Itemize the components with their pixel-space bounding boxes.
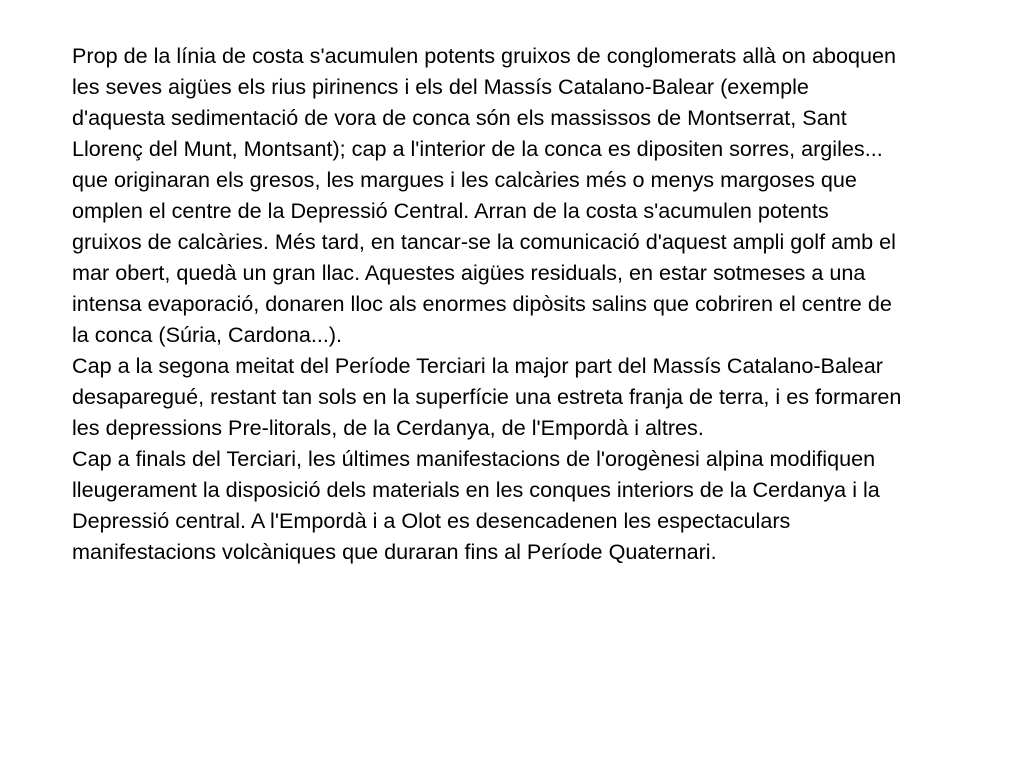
paragraph-second-half-tertiary: Cap a la segona meitat del Període Terciari la major part del Massís Catalano-Balear desaparegué, restant tan sols en la superfície una estreta franja de terra, i es formaren les depressions Pre-litorals, de la Cerdanya, de l'Empordà i altres. <box>72 353 902 440</box>
paragraph-end-tertiary: Cap a finals del Terciari, les últimes manifestacions de l'orogènesi alpina modifiquen lleugerament la disposició dels materials en les conques interiors de la Cerdanya i la Depressió central. A l'Empordà i a Olot es desencadenen les espectaculars manifestacions volcàniques que duraran fins al Període Quaternari. <box>72 446 880 564</box>
paragraph-sedimentation: Prop de la línia de costa s'acumulen potents gruixos de conglomerats allà on aboquen les seves aigües els rius pirinencs i els del Massís Catalano-Balear (exemple d'aquesta sedimentació de vora de conca són els massissos de Montserrat, Sant Llorenç del Munt, Montsant); cap a l'interior de la conca es dipositen sorres, argiles... que originaran els gresos, les margues i les calcàries més o menys margoses que omplen el centre de la Depressió Central. Arran de la costa s'acumulen potents gruixos de calcàries. Més tard, en tancar-se la comunicació d'aquest ampli golf amb el mar obert, quedà un gran llac. Aquestes aigües residuals, en estar sotmeses a una intensa evaporació, donaren lloc als enormes dipòsits salins que cobriren el centre de la conca (Súria, Cardona...). <box>72 43 897 347</box>
